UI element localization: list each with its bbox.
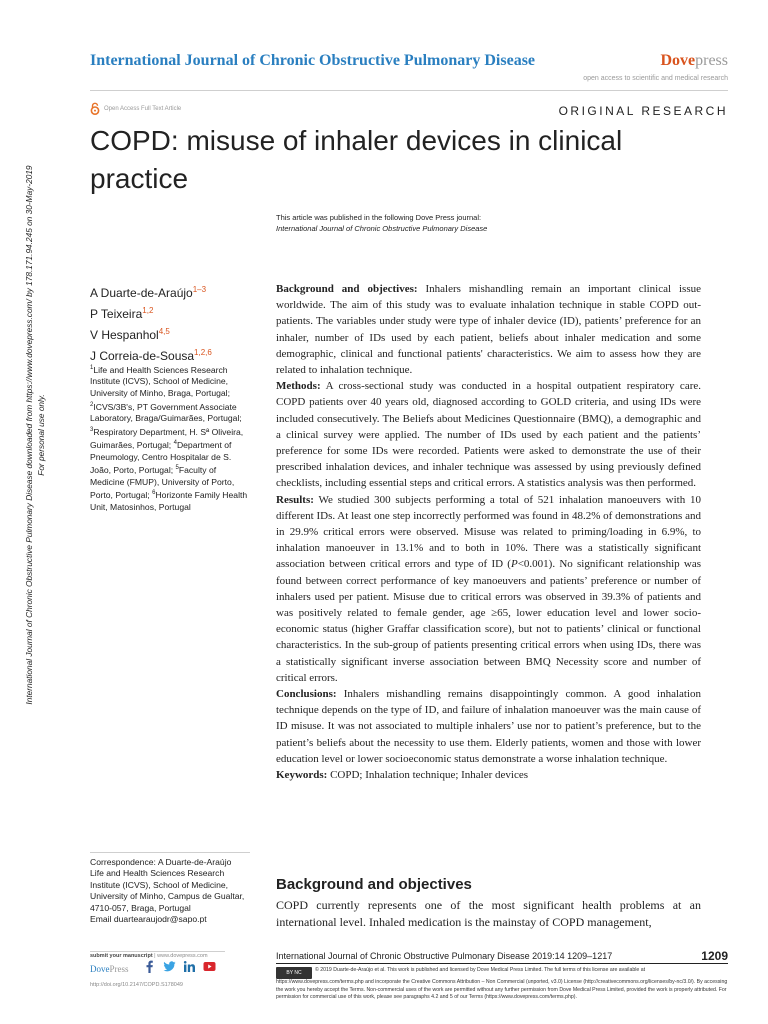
author-affil-ref: 1–3 (192, 285, 207, 294)
twitter-icon[interactable] (163, 960, 176, 973)
abstract-methods (276, 378, 701, 491)
license-notice (276, 967, 728, 1002)
brand-dove: Dove (660, 52, 696, 69)
footer-dove: Dove (90, 964, 110, 974)
abstract-methods-label: Methods: (276, 380, 321, 393)
affiliation-number: 1 (90, 365, 94, 371)
abstract-background-label: Background and objectives: (276, 283, 418, 295)
affiliation-number: 4 (173, 440, 177, 447)
abstract-keywords-label: Keywords: (276, 769, 328, 782)
footer-citation: International Journal of Chronic Obstructive Pulmonary Disease 2019:14 1209–1217 (276, 951, 613, 961)
abstract-results-label: Results: (276, 493, 314, 506)
page-number: 1209 (701, 949, 728, 963)
author-affil-ref: 1,2,6 (194, 348, 212, 357)
brand-tagline: open access to scientific and medical research (583, 75, 728, 82)
abstract-conclusions-text: Inhalers mishandling remains disappointingly common. A good inhalation technique depends on the type of ID, and failure of inhalation manoeuver was the main cause of ID misuse. It was not associated to multiple inhalers’ use nor to patient’s preference, but to the patient’s beliefs about the necessity to use them. Elderly patients, women and those with lower education level or lower socioeconomic status demonstrate a worse inhalation technique. (276, 688, 701, 765)
body-paragraph: COPD currently represents one of the most significant health problems at an international level. Inhaled medication is the mainstay of COPD management, (276, 898, 701, 929)
abstract-background-text: Inhalers mishandling remain an important clinical issue worldwide. The aim of this study was to evaluate inhalation technique in stable COPD out-patients. The variables under study were type of inhaler device (ID), patients’ preference for an inhaler, number of IDs used by each patient, beliefs about inhaler medication and some demographic, clinical and functional patients' characteristics. We aim to assess how they are related to inhalation technique. (276, 283, 701, 377)
affiliation-text: ICVS/3B's, PT Government Associate Laboratory, Braga/Guimarães, Portugal; (90, 401, 242, 424)
open-access-badge (90, 102, 181, 115)
linkedin-icon[interactable] (183, 960, 196, 973)
author-name: A Duarte-de-Araújo (90, 286, 193, 300)
author[interactable] (90, 281, 270, 302)
affiliation-number: 3 (90, 426, 94, 433)
footer-press: Press (109, 964, 129, 974)
author-affil-ref: 1,2 (142, 306, 154, 315)
affiliations (90, 363, 250, 513)
author-name: V Hespanhol (90, 328, 159, 342)
facebook-icon[interactable] (143, 960, 156, 973)
abstract-keywords (276, 767, 701, 783)
dovepress-footer-logo[interactable] (90, 964, 129, 974)
publication-note-line: This article was published in the following Dove Press journal: (276, 213, 482, 222)
download-note (23, 110, 47, 760)
correspondence (90, 857, 260, 925)
affiliation-text: Respiratory Department, H. Sª Oliveira, Guimarães, Portugal; (90, 426, 244, 450)
author-list (90, 281, 270, 365)
abstract (276, 281, 701, 783)
affiliation-number: 2 (90, 401, 94, 408)
abstract-results-text-cont: <0.001). No significant relationship was found between correct performance of key manoeuvers and patients’ preference or number of inhalers used per patient. Misuse due to critical errors was observed in 39.3% of patients and was positively related to female gender, age ≥65, lower education level and lower socio-economic status (higher Graffar classification score), but not to patients’ clinical or functional characteristics. In the sub-group of patients presenting critical errors when using IDs, there was a statistically significant inverse association between BMQ Necessity score and number of critical errors. (276, 558, 701, 684)
affiliation-text: Life and Health Sciences Research Institute (ICVS), School of Medicine, University of Minho, Braga, Portugal; (90, 364, 230, 399)
author-name: J Correia-de-Sousa (90, 349, 195, 363)
affiliation-number: 6 (152, 490, 156, 497)
submit-label: submit your manuscript (90, 953, 153, 959)
affiliation-text: Horizonte Family Health Unit, Matosinhos, Portugal (90, 490, 248, 512)
affiliation-number: 5 (175, 465, 179, 472)
correspondence-line: Correspondence: A Duarte-de-Araújo (90, 857, 232, 867)
author[interactable] (90, 302, 270, 323)
correspondence-email[interactable]: Email duartearaujodr@sapo.pt (90, 914, 207, 925)
abstract-results-text: We studied 300 subjects performing a total of 521 inhalation manoeuvers with 10 different IDs. At least one step incorrectly performed was found in 48.2% of demonstrations and in 29.9% critical errors were observed. Misuse was related to priming/loading in 6.9%, to inhalation manoeuver in 13.1% and to both in 10%. There was a statistically significant association between critical errors and type of ID ( (276, 493, 701, 571)
abstract-keywords-text: COPD; Inhalation technique; Inhaler devices (327, 769, 529, 782)
doi-prefix: http (90, 982, 100, 988)
personal-use-line: For personal use only. (36, 394, 46, 476)
social-links (143, 960, 216, 973)
abstract-results (276, 492, 701, 686)
open-access-lock-icon (90, 102, 100, 115)
author[interactable] (90, 344, 270, 365)
correspondence-line: Life and Health Sciences Research (90, 868, 225, 879)
submit-manuscript-link[interactable] (90, 953, 208, 959)
correspondence-line: 4710-057, Braga, Portugal (90, 902, 191, 913)
footer-divider-left (90, 951, 225, 952)
download-note-line: International Journal of Chronic Obstructive Pulmonary Disease downloaded from https://www.dovepress.com/ by 178.171.94.245 on 30-May-2019 (24, 165, 34, 705)
affiliation-text: Faculty of Medicine (FMUP), University of Porto, Porto, Portugal; (90, 465, 235, 501)
doi-value: ://doi.org/10.2147/COPD.S178049 (99, 982, 183, 988)
affiliation-text: Department of Pneumology, Centro Hospitalar de S. João, Porto, Portugal; (90, 440, 232, 476)
abstract-conclusions-label: Conclusions: (276, 688, 337, 701)
youtube-icon[interactable] (203, 960, 216, 973)
dovepress-logo[interactable] (660, 52, 728, 70)
open-access-label: Open Access Full Text Article (104, 105, 182, 112)
section-heading: Background and objectives (276, 876, 472, 893)
brand-press: press (695, 52, 728, 69)
section-label: ORIGINAL RESEARCH (558, 104, 728, 118)
publication-note (276, 212, 726, 234)
author-affil-ref: 4,5 (158, 327, 170, 336)
correspondence-line: Institute (ICVS), School of Medicine, (90, 879, 229, 890)
abstract-background (276, 281, 701, 378)
author[interactable] (90, 323, 270, 344)
doi-link[interactable] (90, 982, 183, 988)
submit-url: | www.dovepress.com (152, 953, 208, 959)
correspondence-divider (90, 852, 250, 853)
footer-divider (276, 963, 728, 964)
author-name: P Teixeira (90, 307, 143, 321)
header-divider (90, 90, 728, 91)
publication-note-journal: International Journal of Chronic Obstructive Pulmonary Disease (276, 224, 488, 233)
correspondence-line: University of Minho, Campus de Gualtar, (90, 891, 245, 902)
abstract-methods-text: A cross-sectional study was conducted in a hospital outpatient respiratory care. COPD patients over 40 years old, diagnosed according to GOLD criteria, and using IDs were included consecutively. The Beliefs about Medicines Questionnaire (BMQ), a demographic and a clinical survey were applied. The number of IDs used by each patient and the patients’ preference for some IDs were recorded. Patients were asked to demonstrate the use of their prescribed inhalation devices, and inhaler technique was assessed by using previously defined checklists, including essential steps and critical errors. A statistics analysis was then performed. (276, 380, 701, 490)
cc-license-badge[interactable]: BY NC (276, 967, 312, 979)
journal-title-link[interactable]: International Journal of Chronic Obstructive Pulmonary Disease (90, 52, 536, 69)
article-title: COPD: misuse of inhaler devices in clinical practice (90, 125, 623, 194)
license-text: © 2019 Duarte-de-Araújo et al. This work is published and licensed by Dove Medical Press Limited. The full terms of this license are available at https://www.dovepress.com/terms.php and incorporate the Creative Commons Attribution – Non Commercial (unported, v3.0) License (http://creativecommons.org/licenses/by-nc/3.0/). By accessing the work you hereby accept the Terms. Non-commercial uses of the work are permitted without any further permission from Dove Medical Press Limited, provided the work is properly attributed. For permission for commercial use of this work, please see paragraphs 4.2 and 5 of our Terms (https://www.dovepress.com/terms.php). (276, 967, 728, 1001)
abstract-p-value-symbol: P (510, 558, 518, 571)
abstract-conclusions (276, 686, 701, 767)
download-sidebar (10, 110, 60, 760)
